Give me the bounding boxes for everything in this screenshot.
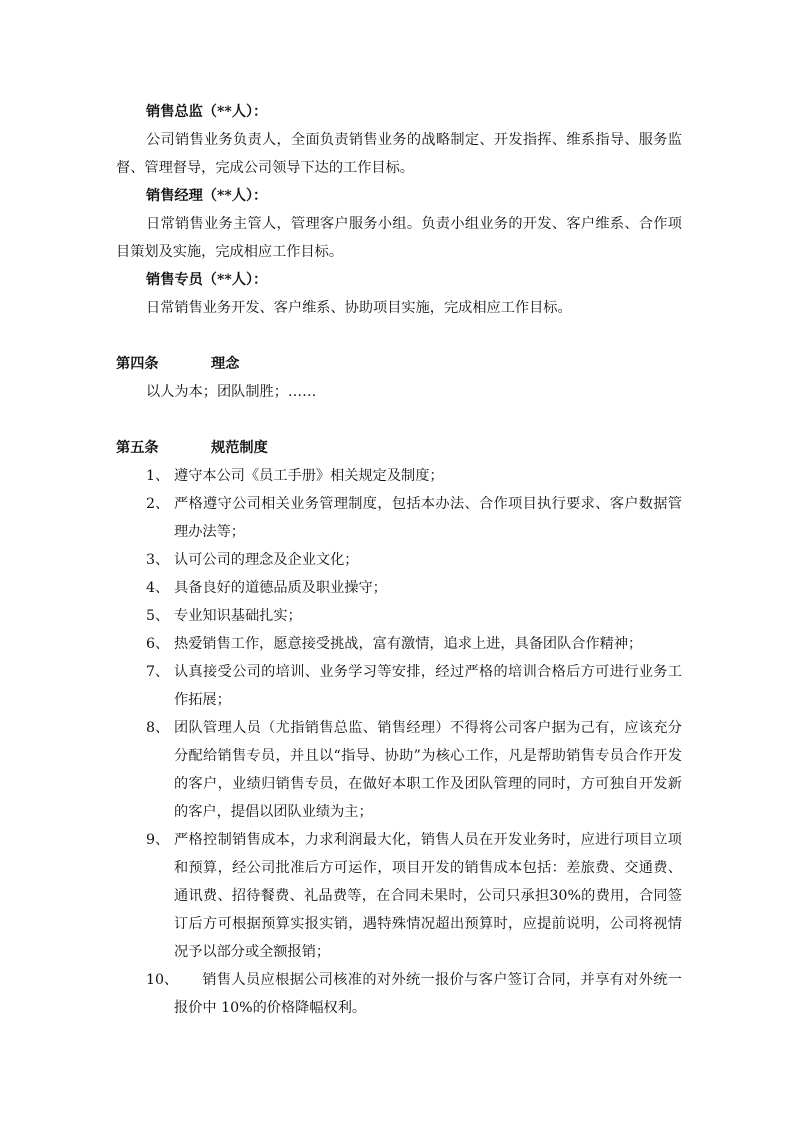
list-item [116,602,682,630]
list-text: 遵守本公司《员工手册》相关规定及制度； [174,468,444,484]
list-index: 4、 [146,580,170,596]
list-text: 热爱销售工作，愿意接受挑战，富有激情，追求上进，具备团队合作精神； [174,636,643,652]
document-page [116,98,682,1022]
role-description: 日常销售业务主管人，管理客户服务小组。负责小组业务的开发、客户维系、合作项目策划及实施，完成相应工作目标。 [116,216,682,260]
list-text: 严格控制销售成本，力求利润最大化，销售人员在开发业务时，应进行项目立项和预算，经公司批准后方可运作，项目开发的销售成本包括：差旅费、交通费、通讯费、招待餐费、礼品费等，在合同未果时，公司只承担30%的费用，合同签订后方可根据预算实报实销，遇特殊情况超出预算时，应提前说明，公司将视情况予以部分或全额报销； [174,832,682,960]
list-index: 6、 [146,636,170,652]
list-item [116,490,682,546]
article-title: 理念 [211,356,240,372]
list-index: 9、 [146,832,170,848]
list-text: 销售人员应根据公司核准的对外统一报价与客户签订合同，并享有对外统一报价中 10%的价格降幅权利。 [174,972,682,1016]
list-text: 具备良好的道德品质及职业操守； [174,580,387,596]
article-4-body: 以人为本；团队制胜；…… [146,384,317,400]
role-section-sales-manager [116,182,682,266]
list-item [116,966,682,1022]
article-number: 第四条 [116,356,159,372]
role-title: 销售专员（**人）： [146,272,268,288]
list-item [116,714,682,826]
list-index: 7、 [146,664,170,680]
list-text: 专业知识基础扎实； [174,608,302,624]
article-4-heading [116,350,682,378]
list-index: 10、 [146,972,179,988]
list-index: 2、 [146,496,170,512]
article-title: 规范制度 [211,440,268,456]
list-index: 1、 [146,468,170,484]
list-item [116,462,682,490]
role-title: 销售总监（**人）： [146,104,268,120]
role-description: 公司销售业务负责人，全面负责销售业务的战略制定、开发指挥、维系指导、服务监督、管理督导，完成公司领导下达的工作目标。 [116,132,682,176]
list-text: 认真接受公司的培训、业务学习等安排，经过严格的培训合格后方可进行业务工作拓展； [174,664,682,708]
article-5-heading [116,434,682,462]
article-5-list [116,462,682,1022]
role-section-sales-specialist [116,266,682,322]
list-item [116,546,682,574]
list-item [116,574,682,602]
role-section-sales-director [116,98,682,182]
article-number: 第五条 [116,440,159,456]
list-item [116,658,682,714]
list-index: 8、 [146,720,170,736]
list-item [116,630,682,658]
list-text: 严格遵守公司相关业务管理制度，包括本办法、合作项目执行要求、客户数据管理办法等； [174,496,682,540]
list-text: 团队管理人员（尤指销售总监、销售经理）不得将公司客户据为己有，应该充分分配给销售专员，并且以“指导、协助”为核心工作，凡是帮助销售专员合作开发的客户，业绩归销售专员，在做好本职工作及团队管理的同时，方可独自开发新的客户，提倡以团队业绩为主； [174,720,682,820]
list-item [116,826,682,966]
list-text: 认可公司的理念及企业文化； [174,552,359,568]
role-title: 销售经理（**人）： [146,188,268,204]
list-index: 3、 [146,552,170,568]
list-index: 5、 [146,608,170,624]
role-description: 日常销售业务开发、客户维系、协助项目实施，完成相应工作目标。 [146,300,572,316]
